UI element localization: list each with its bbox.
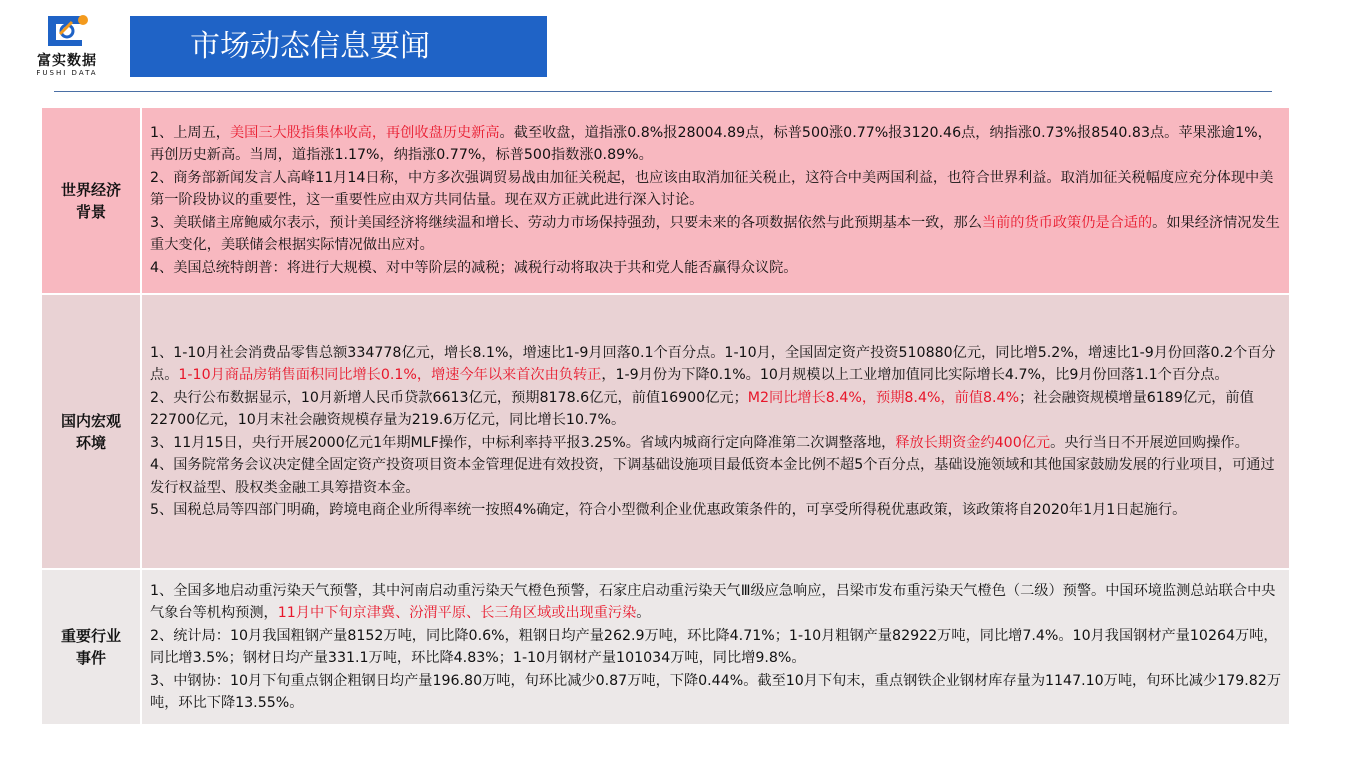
- news-highlight: 1-10月商品房销售面积同比增长0.1%，增速今年以来首次由负转正: [178, 367, 602, 383]
- company-logo: [14, 12, 120, 78]
- news-text: 1、1-10月社会消费品零售总额334778亿元，增长8.1%，增速比1-9月回落0.1个百分点。1-10月，全国固定资产投资510880亿元，同比增5.2%，增速比1-9月份回落0.2个百分点。: [150, 344, 1276, 383]
- news-item: [150, 387, 1281, 432]
- news-item: [150, 212, 1281, 257]
- news-text: 2、统计局：10月我国粗钢产量8152万吨，同比降0.6%，粗钢日均产量262.9万吨，环比降4.71%；1-10月粗钢产量82922万吨，同比增7.4%。10月我国钢材产量10264万吨，同比增3.5%；钢材日均产量331.1万吨，环比降4.83%；1-10月钢材产量101034万吨，同比增9.8%。: [150, 627, 1278, 666]
- news-text: ，1-9月份为下降0.1%。10月规模以上工业增加值同比实际增长4.7%，比9月份回落1.1个百分点。: [601, 367, 1229, 383]
- news-items: [141, 107, 1290, 294]
- news-text: 。: [636, 605, 651, 621]
- news-text: 3、11月15日，央行开展2000亿元1年期MLF操作，中标利率持平报3.25%。省域内城商行定向降准第二次调整落地，: [150, 434, 896, 451]
- news-text: 4、国务院常务会议决定健全固定资产投资项目资本金管理促进有效投资，下调基础设施项目最低资本金比例不超5个百分点，基础设施领域和其他国家鼓励发展的行业项目，可通过发行权益型、股权类金融工具筹措资本金。: [150, 457, 1275, 496]
- news-item: [150, 167, 1281, 212]
- news-text: 。截至收盘，道指涨0.8%报28004.89点，标普500涨0.77%报3120.46点，纳指涨0.73%报8540.83点。苹果涨逾1%，再创历史新高。当周，道指涨1.17%，纳指涨0.77%，标普500指数涨0.89%。: [150, 124, 1272, 164]
- news-highlight: 当前的货币政策仍是合适的: [981, 214, 1153, 231]
- news-item: [150, 499, 1281, 522]
- category-label: 环境: [75, 433, 106, 452]
- category-label: 世界经济: [60, 180, 121, 199]
- table-row-world-economy: [41, 107, 1290, 294]
- category-label: 重要行业: [60, 627, 121, 645]
- news-item: [150, 342, 1281, 387]
- table-row-industry-events: [41, 569, 1290, 725]
- news-text: 2、央行公布数据显示，10月新增人民币贷款6613亿元，预期8178.6亿元，前值16900亿元；: [150, 389, 748, 406]
- news-item: [150, 432, 1281, 455]
- news-table: [40, 106, 1291, 726]
- news-text: 5、国税总局等四部门明确，跨境电商企业所得率统一按照4%确定，符合小型微利企业优惠政策条件的，可享受所得税优惠政策，该政策将自2020年1月1日起施行。: [150, 502, 1187, 518]
- category-label: 事件: [75, 649, 106, 667]
- category-cell: [41, 107, 141, 294]
- news-text: 1、全国多地启动重污染天气预警，其中河南启动重污染天气橙色预警，石家庄启动重污染天气Ⅲ级应急响应，吕梁市发布重污染天气橙色（二级）预警。中国环境监测总站联合中央气象台等机构预测，: [150, 582, 1276, 621]
- news-items: [141, 294, 1290, 569]
- category-cell: [41, 569, 141, 725]
- news-item: [150, 670, 1281, 715]
- category-cell: [41, 294, 141, 569]
- news-highlight: 美国三大股指集体收高，再创收盘历史新高: [229, 124, 500, 141]
- fushi-logo-icon: [42, 12, 92, 50]
- category-label: 背景: [75, 202, 106, 221]
- category-label: 国内宏观: [60, 411, 121, 430]
- logo-name-en: FUSHI DATA: [36, 69, 98, 77]
- news-item: [150, 580, 1281, 625]
- news-text: 。央行当日不开展逆回购操作。: [1050, 434, 1249, 451]
- logo-name-cn: 富实数据: [37, 53, 97, 69]
- news-highlight: M2同比增长8.4%，预期8.4%，前值8.4%: [747, 389, 1020, 406]
- news-text: 。如果经济情况发生重大变化，美联储会根据实际情况做出应对。: [150, 214, 1280, 254]
- news-highlight: 11月中下旬京津冀、汾渭平原、长三角区域或出现重污染: [277, 605, 637, 621]
- news-highlight: 释放长期资金约400亿元: [895, 434, 1051, 451]
- news-text: 4、美国总统特朗普：将进行大规模、对中等阶层的减税；减税行动将取决于共和党人能否赢得众议院。: [150, 259, 798, 276]
- page-title: 市场动态信息要闻: [130, 16, 547, 77]
- header-divider: [54, 91, 1272, 92]
- news-text: 1、上周五，: [150, 124, 230, 141]
- news-text: 3、美联储主席鲍威尔表示，预计美国经济将继续温和增长、劳动力市场保持强劲，只要未来的各项数据依然与此预期基本一致，那么: [150, 214, 982, 231]
- news-item: [150, 625, 1281, 670]
- news-item: [150, 122, 1281, 167]
- news-text: 3、中钢协：10月下旬重点钢企粗钢日均产量196.80万吨，旬环比减少0.87万吨，下降0.44%。截至10月下旬末，重点钢铁企业钢材库存量为1147.10万吨，旬环比减少179.82万吨，环比下降13.55%。: [150, 672, 1282, 711]
- news-item: [150, 257, 1281, 280]
- news-items: [141, 569, 1290, 725]
- news-text: 2、商务部新闻发言人高峰11月14日称，中方多次强调贸易战由加征关税起，也应该由取消加征关税止，这符合中美两国利益，也符合世界利益。取消加征关税幅度应充分体现中美第一阶段协议的重要性，这一重要性应由双方共同估量。现在双方正就此进行深入讨论。: [150, 169, 1274, 209]
- table-row-domestic-macro: [41, 294, 1290, 569]
- news-text: ；社会融资规模增量6189亿元，前值22700亿元，10月末社会融资规模存量为219.6万亿元，同比增长10.7%。: [150, 389, 1254, 428]
- news-item: [150, 454, 1281, 499]
